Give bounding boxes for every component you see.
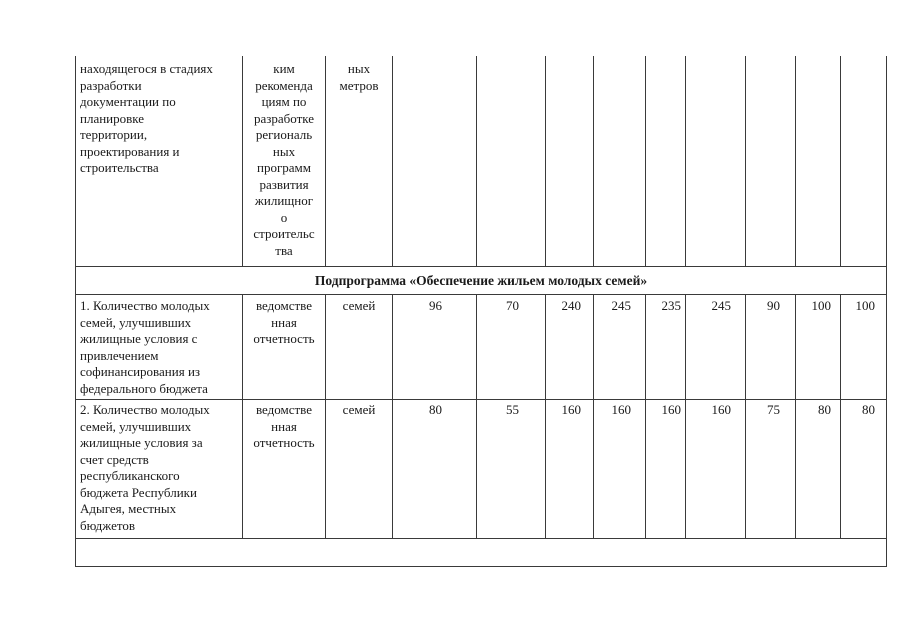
row-2-value: 80 bbox=[818, 402, 831, 417]
row-1-value: 240 bbox=[561, 298, 581, 313]
row-1-value: 245 bbox=[711, 298, 731, 313]
row-2-value: 160 bbox=[711, 402, 731, 417]
row-1-unit: семей bbox=[342, 298, 376, 313]
row-divider bbox=[75, 294, 887, 295]
row-2-value: 160 bbox=[561, 402, 581, 417]
column-divider bbox=[840, 56, 841, 266]
row-2-unit: семей bbox=[342, 402, 376, 417]
continuation-source-text: ким рекоменда циям по разработке региональ ных программ развития жилищног о строительс тва bbox=[253, 61, 315, 258]
row-1-value: 70 bbox=[506, 298, 519, 313]
column-divider bbox=[545, 56, 546, 266]
row-2-value: 160 bbox=[661, 402, 681, 417]
row-1-value: 100 bbox=[811, 298, 831, 313]
column-divider bbox=[392, 56, 393, 266]
column-divider bbox=[242, 56, 243, 266]
row-2-value: 75 bbox=[767, 402, 780, 417]
row-divider bbox=[75, 266, 887, 267]
row-1-value: 96 bbox=[429, 298, 442, 313]
table-right-border bbox=[886, 56, 887, 567]
table-left-border bbox=[75, 56, 76, 567]
row-2-value: 55 bbox=[506, 402, 519, 417]
continuation-unit-text: ных метров bbox=[339, 61, 379, 93]
column-divider bbox=[645, 56, 646, 266]
row-1-value: 100 bbox=[855, 298, 875, 313]
column-divider bbox=[745, 56, 746, 266]
row-divider bbox=[75, 399, 887, 400]
row-1-value: 245 bbox=[611, 298, 631, 313]
row-2-source: ведомстве нная отчетность bbox=[253, 402, 315, 450]
row-1-source: ведомстве нная отчетность bbox=[253, 298, 315, 346]
column-divider bbox=[685, 56, 686, 266]
column-divider bbox=[795, 56, 796, 266]
row-2-value: 80 bbox=[429, 402, 442, 417]
column-divider bbox=[476, 56, 477, 266]
row-1-value: 235 bbox=[661, 298, 681, 313]
column-divider bbox=[242, 294, 243, 538]
continuation-indicator-text: находящегося в стадиях разработки документации по планировке территории, проектирования и строительства bbox=[80, 61, 213, 175]
column-divider bbox=[593, 56, 594, 266]
row-2-value: 80 bbox=[862, 402, 875, 417]
table-bottom-border bbox=[75, 566, 887, 567]
subprogram-heading: Подпрограмма «Обеспечение жильем молодых семей» bbox=[314, 273, 648, 288]
row-2-indicator: 2. Количество молодых семей, улучшивших жилищные условия за счет средств республиканского бюджета Республики Адыгея, местных бюджетов bbox=[80, 402, 210, 533]
row-1-value: 90 bbox=[767, 298, 780, 313]
row-divider bbox=[75, 538, 887, 539]
row-2-value: 160 bbox=[611, 402, 631, 417]
row-1-indicator: 1. Количество молодых семей, улучшивших жилищные условия с привлечением софинансирования из федерального бюджета bbox=[80, 298, 210, 396]
